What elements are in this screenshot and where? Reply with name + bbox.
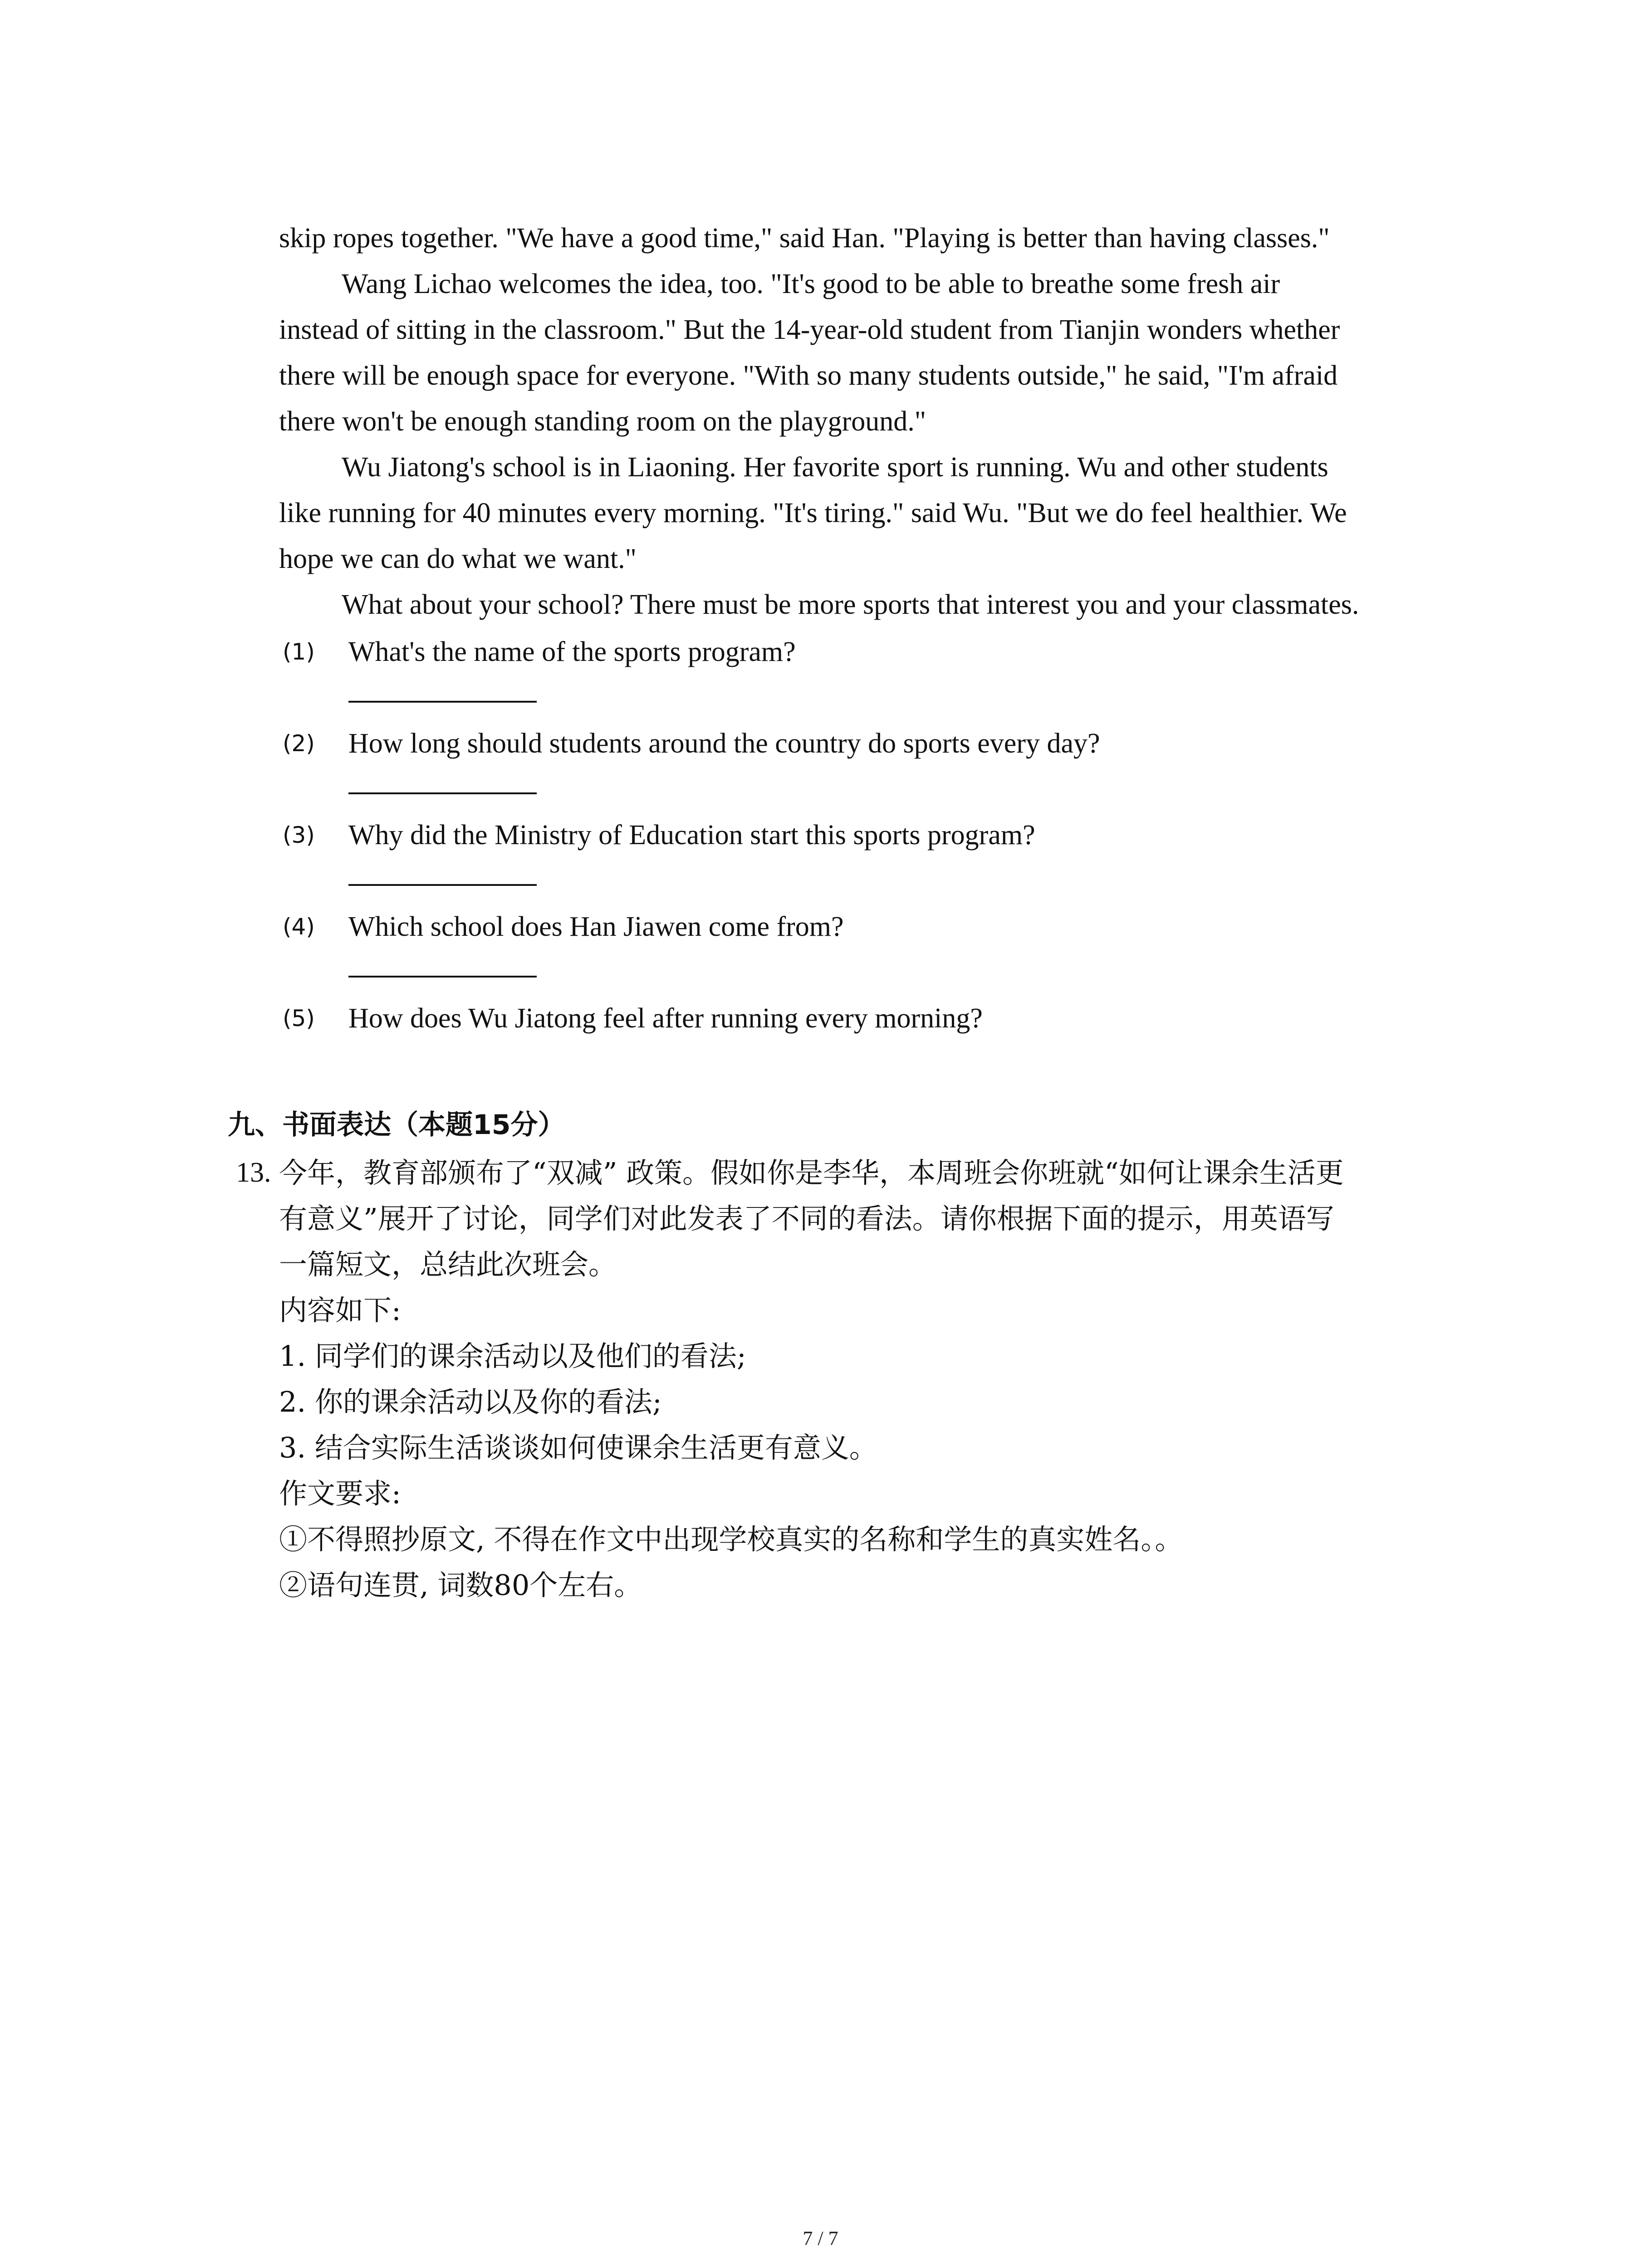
passage-line: instead of sitting in the classroom." But the 14-year-old student from Tianjin wonders whether bbox=[279, 314, 1340, 345]
question-number: (2) bbox=[283, 730, 315, 757]
task-line: 有意义”展开了讨论，同学们对此发表了不同的看法。请你根据下面的提示，用英语写 bbox=[279, 1202, 1334, 1235]
question-text: How long should students around the country do sports every day? bbox=[348, 728, 1100, 759]
question-number: (5) bbox=[283, 1005, 315, 1031]
task-line: 作文要求: bbox=[279, 1477, 401, 1510]
task-line: 1. 同学们的课余活动以及他们的看法; bbox=[279, 1339, 746, 1373]
task-line: 3. 结合实际生活谈谈如何使课余生活更有意义。 bbox=[279, 1431, 877, 1464]
passage-line: there will be enough space for everyone. "With so many students outside," he said, "I'm afraid bbox=[279, 360, 1338, 391]
question-item-4 bbox=[279, 904, 1468, 996]
task-number: 13. bbox=[236, 1157, 271, 1188]
task-line: ①不得照抄原文, 不得在作文中出现学校真实的名称和学生的真实姓名。。 bbox=[279, 1523, 1183, 1556]
question-item-5 bbox=[279, 996, 1468, 1087]
task-line: 2. 你的课余活动以及你的看法; bbox=[279, 1385, 662, 1418]
page-number: 7 / 7 bbox=[803, 2227, 838, 2249]
question-text: Which school does Han Jiawen come from? bbox=[348, 911, 844, 942]
question-number: (4) bbox=[283, 914, 315, 940]
passage-paragraph-start: Wang Lichao welcomes the idea, too. "It's good to be able to breathe some fresh air bbox=[342, 269, 1280, 299]
reading-passage bbox=[279, 215, 1468, 628]
question-number: (3) bbox=[283, 822, 315, 848]
task-line: 今年，教育部颁布了“双减” 政策。假如你是李华，本周班会你班就“如何让课余生活更 bbox=[279, 1156, 1344, 1189]
question-list bbox=[279, 629, 1468, 1087]
answer-blank[interactable] bbox=[348, 792, 537, 794]
question-item-1 bbox=[279, 629, 1468, 721]
question-text: Why did the Ministry of Education start this sports program? bbox=[348, 820, 1035, 850]
passage-line: hope we can do what we want." bbox=[279, 543, 637, 574]
passage-line: skip ropes together. "We have a good time," said Han. "Playing is better than having classes." bbox=[279, 223, 1330, 254]
question-text: How does Wu Jiatong feel after running every morning? bbox=[348, 1003, 983, 1034]
answer-blank[interactable] bbox=[348, 884, 537, 886]
question-item-2 bbox=[279, 721, 1468, 812]
task-instructions bbox=[279, 1150, 1459, 1608]
passage-paragraph-start: Wu Jiatong's school is in Liaoning. Her favorite sport is running. Wu and other students bbox=[342, 452, 1328, 483]
task-line: 一篇短文，总结此次班会。 bbox=[279, 1248, 617, 1281]
passage-line: there won't be enough standing room on the playground." bbox=[279, 406, 926, 437]
task-line: 内容如下: bbox=[279, 1294, 401, 1327]
passage-paragraph-start: What about your school? There must be more sports that interest you and your classmates. bbox=[342, 589, 1359, 620]
answer-blank[interactable] bbox=[348, 701, 537, 703]
section-heading: 九、书面表达（本题15分） bbox=[228, 1109, 565, 1141]
passage-line: like running for 40 minutes every morning. "It's tiring." said Wu. "But we do feel healthier. We bbox=[279, 498, 1347, 528]
question-item-3 bbox=[279, 812, 1468, 904]
question-number: (1) bbox=[283, 639, 315, 665]
task-line: ②语句连贯, 词数80个左右。 bbox=[279, 1569, 642, 1602]
question-text: What's the name of the sports program? bbox=[348, 636, 796, 667]
answer-blank[interactable] bbox=[348, 976, 537, 978]
